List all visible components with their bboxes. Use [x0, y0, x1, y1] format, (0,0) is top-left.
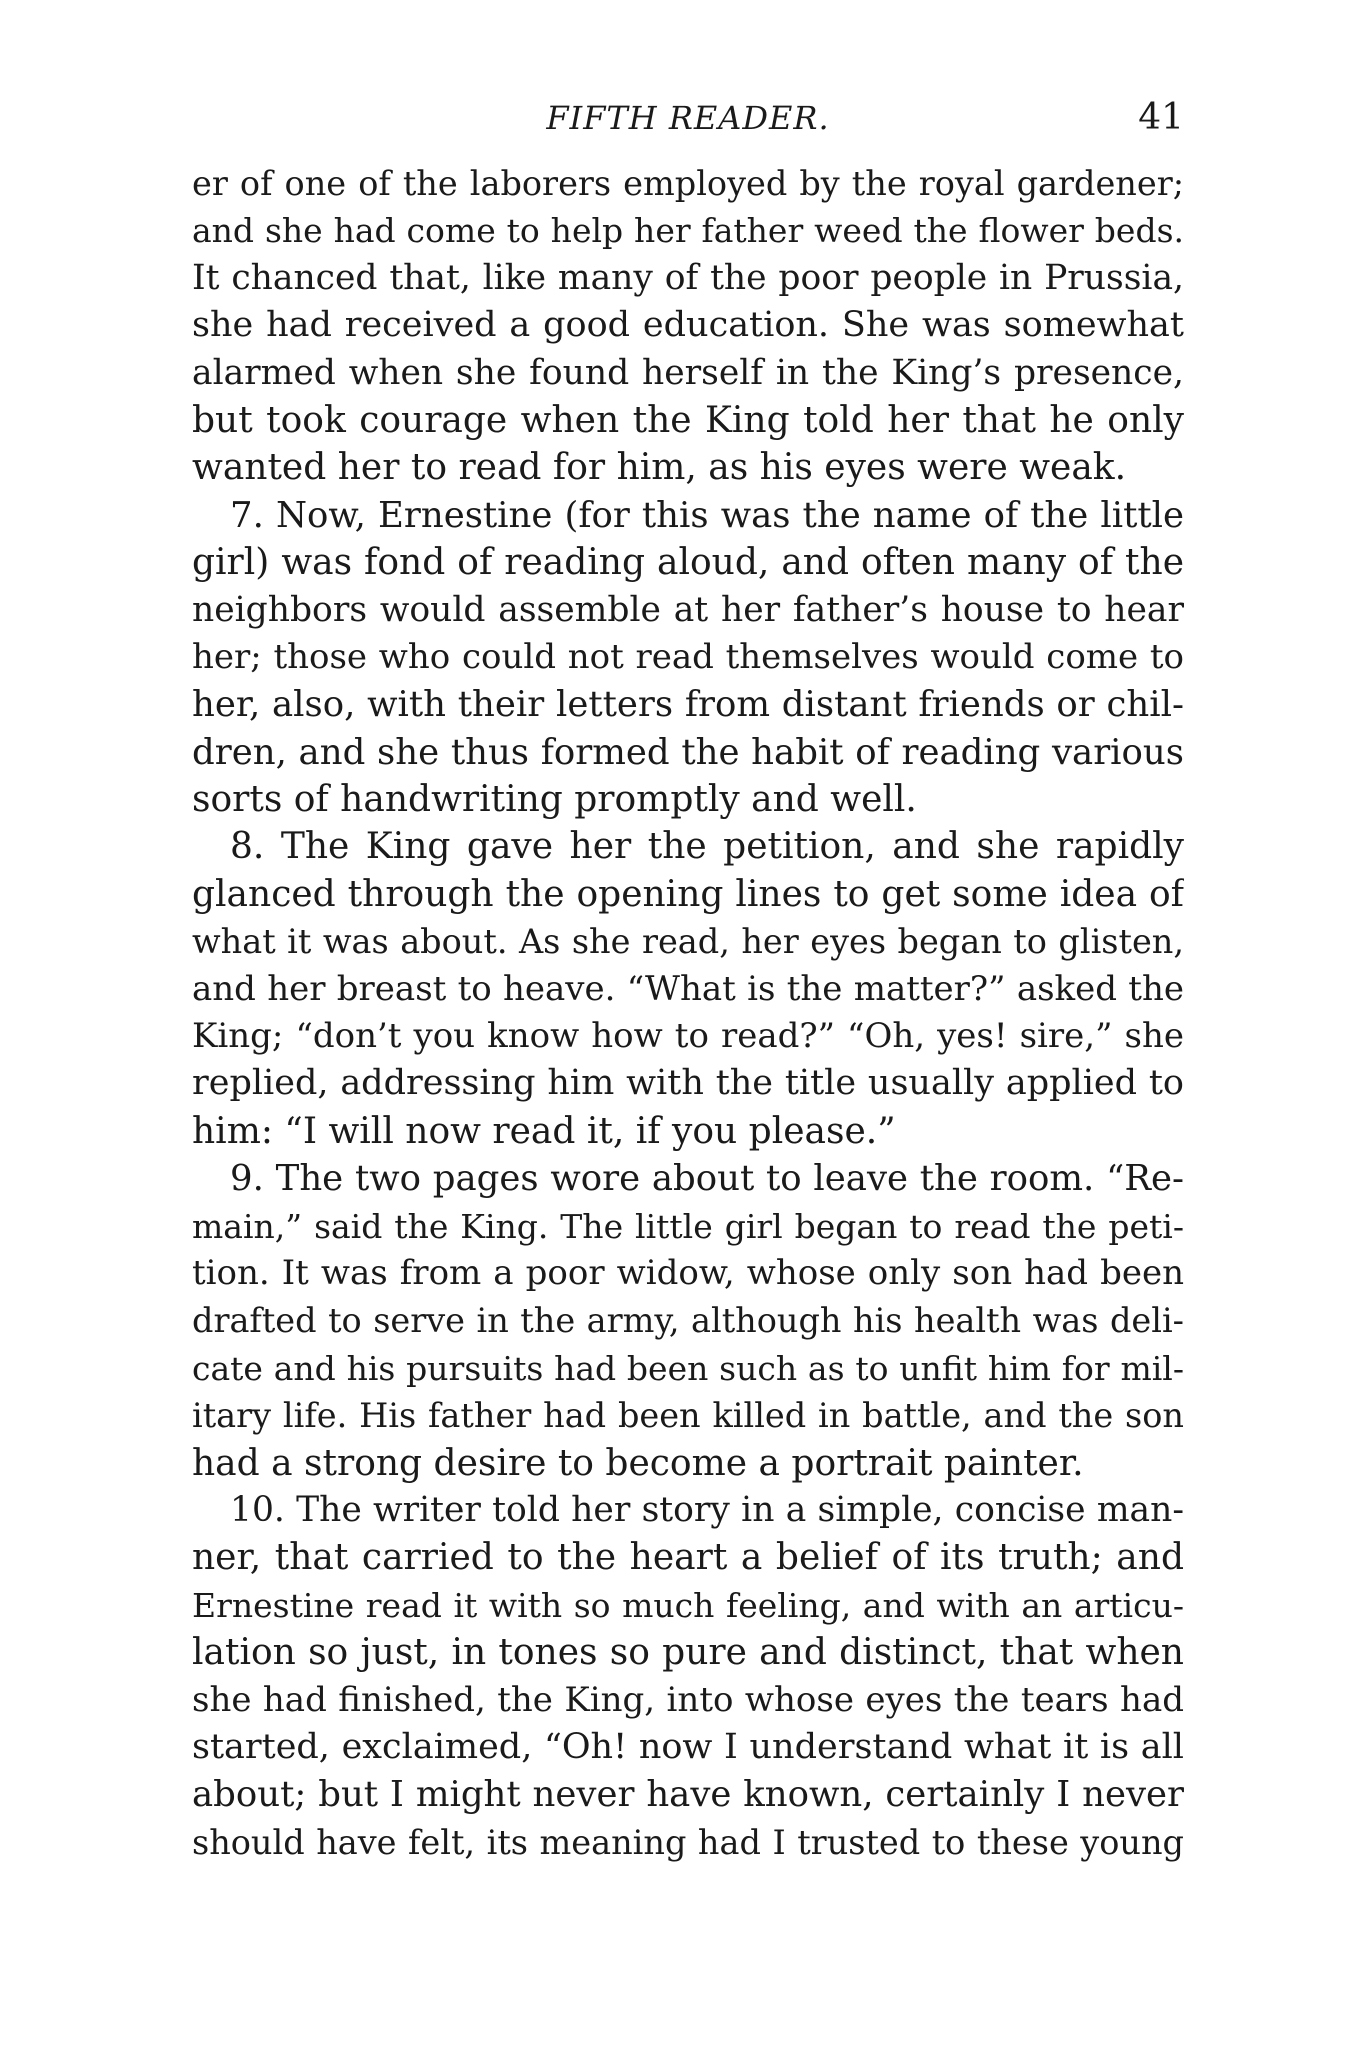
- text-line: 7. Now, Ernestine (for this was the name of the little: [230, 494, 1184, 536]
- text-line: what it was about. As she read, her eyes began to glisten,: [192, 922, 1184, 962]
- text-line: her, also, with their letters from distant friends or chil-: [192, 684, 1184, 726]
- text-line: her; those who could not read themselves would come to: [192, 636, 1184, 677]
- text-line: and she had come to help her father weed the flower beds.: [192, 211, 1184, 251]
- text-line: wanted her to read for him, as his eyes were weak.: [192, 447, 1127, 489]
- page-number: 41: [1138, 97, 1184, 138]
- text-line: er of one of the laborers employed by the royal gardener;: [192, 164, 1184, 203]
- text-line: drafted to serve in the army, although his health was deli-: [192, 1301, 1184, 1341]
- text-line: but took courage when the King told her that he only: [192, 399, 1184, 441]
- text-line: lation so just, in tones so pure and distinct, that when: [192, 1632, 1184, 1674]
- text-line: dren, and she thus formed the habit of reading various: [192, 731, 1184, 773]
- text-line: Ernestine read it with so much feeling, and with an articu-: [192, 1585, 1184, 1625]
- text-line: ner, that carried to the heart a belief of its truth; and: [192, 1537, 1184, 1579]
- text-line: cate and his pursuits had been such as to unfit him for mil-: [192, 1348, 1184, 1388]
- text-line: 10. The writer told her story in a simple, concise man-: [230, 1489, 1184, 1530]
- text-line: and her breast to heave. “What is the matter?” asked the: [192, 968, 1184, 1009]
- text-line: she had finished, the King, into whose eyes the tears had: [192, 1679, 1184, 1720]
- text-line: him: “I will now read it, if you please.”: [192, 1110, 896, 1152]
- text-line: girl) was fond of reading aloud, and often many of the: [192, 542, 1184, 584]
- text-line: replied, addressing him with the title usually applied to: [192, 1063, 1184, 1104]
- text-line: King; “don’t you know how to read?” “Oh, yes! sire,” she: [192, 1016, 1184, 1057]
- text-line: should have felt, its meaning had I trusted to these young: [192, 1822, 1184, 1862]
- page-header: [192, 92, 1184, 144]
- text-line: she had received a good education. She was somewhat: [192, 305, 1184, 346]
- text-line: had a strong desire to become a portrait painter.: [192, 1442, 1084, 1484]
- text-line: It chanced that, like many of the poor people in Prussia,: [192, 257, 1184, 298]
- text-line: about; but I might never have known, certainly I never: [192, 1774, 1184, 1816]
- running-title: FIFTH READER.: [546, 99, 830, 137]
- text-line: itary life. His father had been killed in battle, and the son: [192, 1396, 1184, 1436]
- text-line: sorts of handwriting promptly and well.: [192, 779, 917, 821]
- text-line: tion. It was from a poor widow, whose only son had been: [192, 1252, 1184, 1293]
- text-line: glanced through the opening lines to get some idea of: [192, 873, 1184, 915]
- text-line: 9. The two pages wore about to leave the room. “Re-: [230, 1158, 1184, 1200]
- text-line: neighbors would assemble at her father’s house to hear: [192, 589, 1184, 630]
- body-text: [192, 160, 1184, 1866]
- text-line: alarmed when she found herself in the King’s presence,: [192, 352, 1184, 393]
- text-line: 8. The King gave her the petition, and she rapidly: [230, 826, 1184, 868]
- text-line: main,” said the King. The little girl began to read the peti-: [192, 1206, 1184, 1246]
- text-line: started, exclaimed, “Oh! now I understand what it is all: [192, 1726, 1184, 1767]
